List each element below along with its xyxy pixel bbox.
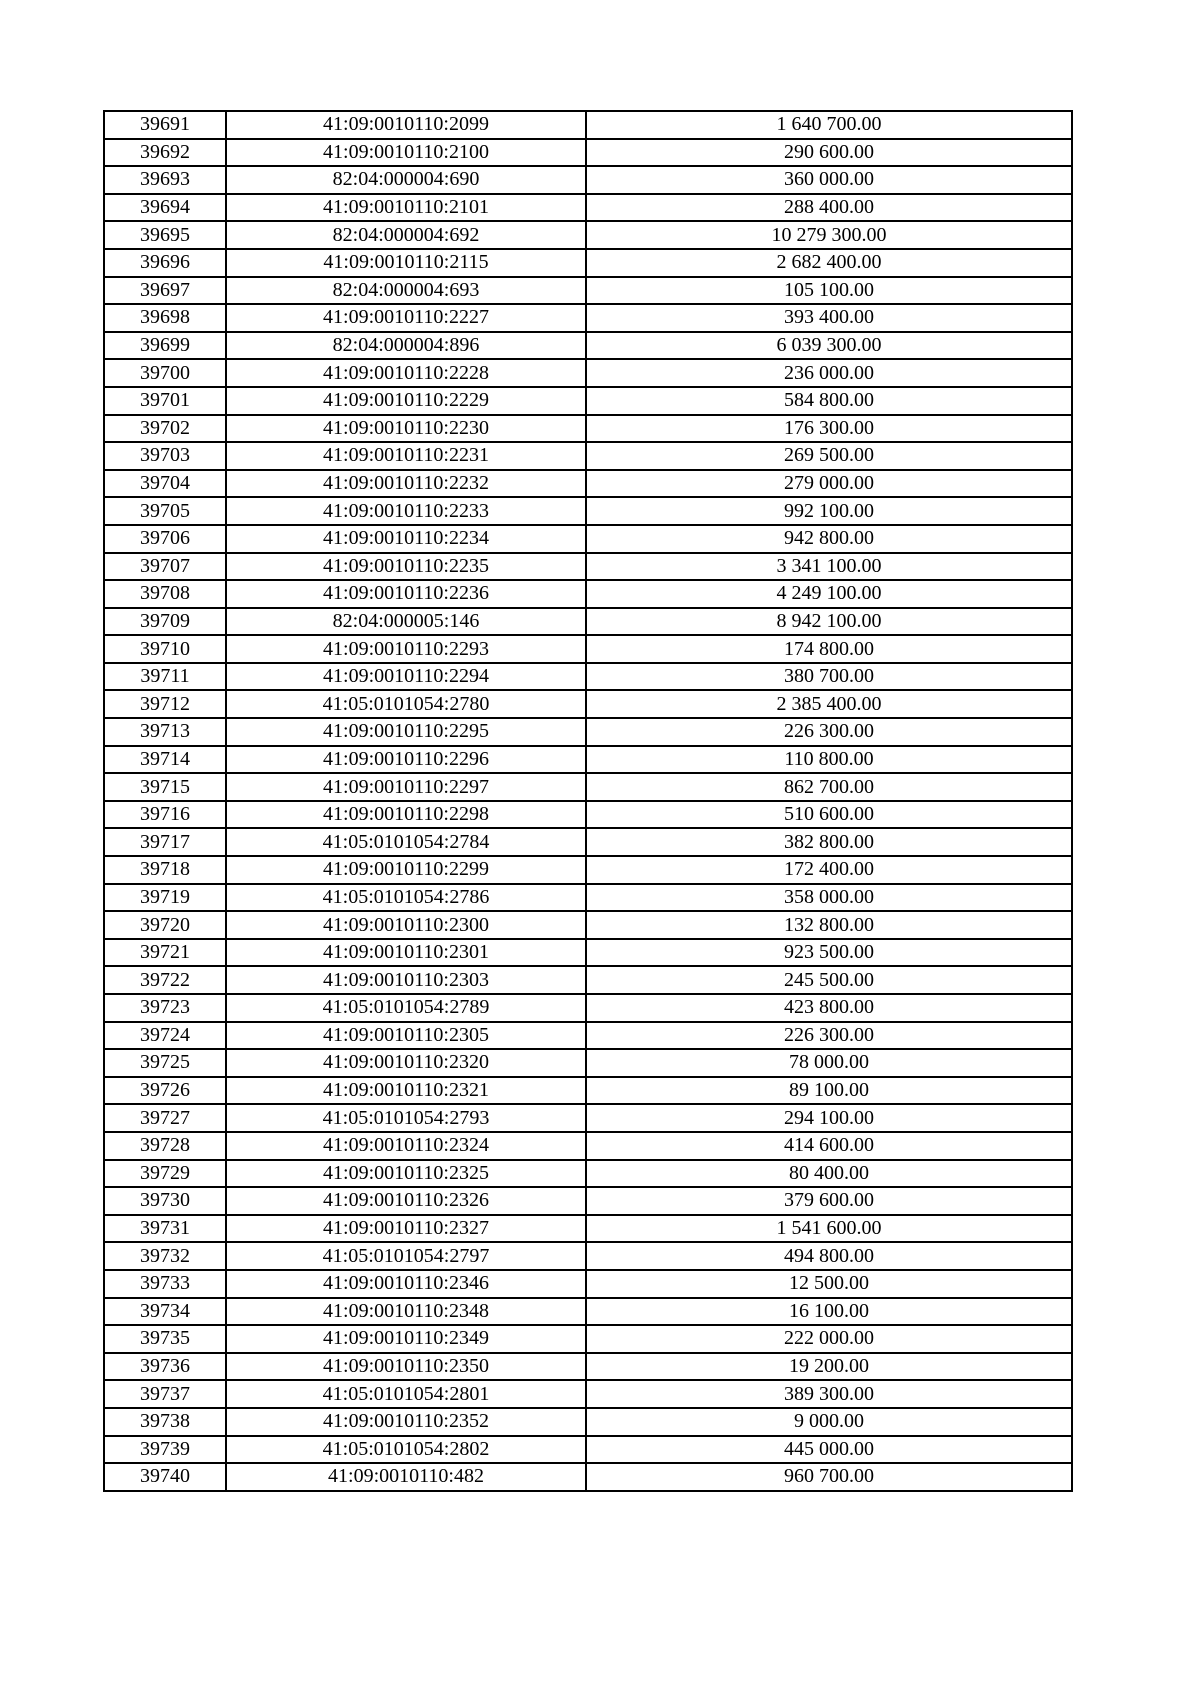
cadastral-number-cell: 41:05:0101054:2780 bbox=[226, 690, 586, 718]
cadastral-number-cell: 41:09:0010110:2321 bbox=[226, 1077, 586, 1105]
cadastral-number-cell: 41:09:0010110:2301 bbox=[226, 939, 586, 967]
cadastral-value-cell: 105 100.00 bbox=[586, 277, 1072, 305]
cadastral-number-cell: 41:09:0010110:2346 bbox=[226, 1270, 586, 1298]
row-number-cell: 39706 bbox=[104, 525, 226, 553]
table-row bbox=[104, 856, 1072, 884]
cadastral-value-cell: 414 600.00 bbox=[586, 1132, 1072, 1160]
row-number-cell: 39696 bbox=[104, 249, 226, 277]
cadastral-number-cell: 41:09:0010110:2233 bbox=[226, 497, 586, 525]
table-row bbox=[104, 746, 1072, 774]
cadastral-value-cell: 288 400.00 bbox=[586, 194, 1072, 222]
cadastral-value-cell: 445 000.00 bbox=[586, 1436, 1072, 1464]
row-number-cell: 39730 bbox=[104, 1187, 226, 1215]
row-number-cell: 39721 bbox=[104, 939, 226, 967]
table-row bbox=[104, 939, 1072, 967]
table-row bbox=[104, 525, 1072, 553]
row-number-cell: 39729 bbox=[104, 1160, 226, 1188]
cadastral-value-cell: 3 341 100.00 bbox=[586, 553, 1072, 581]
cadastral-value-cell: 6 039 300.00 bbox=[586, 332, 1072, 360]
row-number-cell: 39733 bbox=[104, 1270, 226, 1298]
table-row bbox=[104, 1187, 1072, 1215]
cadastral-value-cell: 2 385 400.00 bbox=[586, 690, 1072, 718]
table-row bbox=[104, 304, 1072, 332]
row-number-cell: 39732 bbox=[104, 1242, 226, 1270]
cadastral-number-cell: 41:09:0010110:2293 bbox=[226, 635, 586, 663]
cadastral-value-cell: 236 000.00 bbox=[586, 359, 1072, 387]
cadastral-number-cell: 41:05:0101054:2786 bbox=[226, 884, 586, 912]
table-row bbox=[104, 1242, 1072, 1270]
cadastral-number-cell: 41:09:0010110:2326 bbox=[226, 1187, 586, 1215]
cadastral-number-cell: 41:09:0010110:2234 bbox=[226, 525, 586, 553]
cadastral-number-cell: 41:09:0010110:2296 bbox=[226, 746, 586, 774]
cadastral-value-cell: 245 500.00 bbox=[586, 966, 1072, 994]
cadastral-value-cell: 89 100.00 bbox=[586, 1077, 1072, 1105]
row-number-cell: 39739 bbox=[104, 1436, 226, 1464]
cadastral-value-cell: 226 300.00 bbox=[586, 718, 1072, 746]
table-row bbox=[104, 635, 1072, 663]
table-row bbox=[104, 470, 1072, 498]
table-row bbox=[104, 1436, 1072, 1464]
table-row bbox=[104, 221, 1072, 249]
cadastral-number-cell: 41:05:0101054:2793 bbox=[226, 1104, 586, 1132]
cadastral-number-cell: 41:09:0010110:2100 bbox=[226, 139, 586, 167]
cadastral-number-cell: 41:09:0010110:2350 bbox=[226, 1353, 586, 1381]
cadastral-value-cell: 358 000.00 bbox=[586, 884, 1072, 912]
cadastral-value-cell: 389 300.00 bbox=[586, 1380, 1072, 1408]
table-row bbox=[104, 387, 1072, 415]
cadastral-value-cell: 80 400.00 bbox=[586, 1160, 1072, 1188]
cadastral-number-cell: 41:09:0010110:2295 bbox=[226, 718, 586, 746]
table-row bbox=[104, 663, 1072, 691]
table-row bbox=[104, 553, 1072, 581]
cadastral-value-cell: 110 800.00 bbox=[586, 746, 1072, 774]
table-row bbox=[104, 1298, 1072, 1326]
cadastral-number-cell: 82:04:000005:146 bbox=[226, 608, 586, 636]
cadastral-number-cell: 41:09:0010110:2348 bbox=[226, 1298, 586, 1326]
cadastral-value-cell: 923 500.00 bbox=[586, 939, 1072, 967]
row-number-cell: 39703 bbox=[104, 442, 226, 470]
cadastral-value-cell: 226 300.00 bbox=[586, 1022, 1072, 1050]
row-number-cell: 39737 bbox=[104, 1380, 226, 1408]
cadastral-number-cell: 41:05:0101054:2801 bbox=[226, 1380, 586, 1408]
table-row bbox=[104, 1160, 1072, 1188]
cadastral-value-cell: 10 279 300.00 bbox=[586, 221, 1072, 249]
table-row bbox=[104, 773, 1072, 801]
row-number-cell: 39725 bbox=[104, 1049, 226, 1077]
table-body bbox=[104, 111, 1072, 1491]
cadastral-value-cell: 8 942 100.00 bbox=[586, 608, 1072, 636]
cadastral-value-cell: 19 200.00 bbox=[586, 1353, 1072, 1381]
table-row bbox=[104, 332, 1072, 360]
table-row bbox=[104, 911, 1072, 939]
row-number-cell: 39727 bbox=[104, 1104, 226, 1132]
table-row bbox=[104, 718, 1072, 746]
row-number-cell: 39708 bbox=[104, 580, 226, 608]
row-number-cell: 39694 bbox=[104, 194, 226, 222]
cadastral-number-cell: 41:09:0010110:2297 bbox=[226, 773, 586, 801]
table-row bbox=[104, 1077, 1072, 1105]
table-row bbox=[104, 1463, 1072, 1491]
row-number-cell: 39734 bbox=[104, 1298, 226, 1326]
table-row bbox=[104, 497, 1072, 525]
table-row bbox=[104, 828, 1072, 856]
cadastral-value-cell: 960 700.00 bbox=[586, 1463, 1072, 1491]
table-row bbox=[104, 139, 1072, 167]
cadastral-value-cell: 360 000.00 bbox=[586, 166, 1072, 194]
cadastral-value-cell: 222 000.00 bbox=[586, 1325, 1072, 1353]
row-number-cell: 39720 bbox=[104, 911, 226, 939]
table-row bbox=[104, 1022, 1072, 1050]
table-row bbox=[104, 1353, 1072, 1381]
table-row bbox=[104, 442, 1072, 470]
row-number-cell: 39713 bbox=[104, 718, 226, 746]
table-row bbox=[104, 1215, 1072, 1243]
row-number-cell: 39735 bbox=[104, 1325, 226, 1353]
table-row bbox=[104, 194, 1072, 222]
table-row bbox=[104, 1049, 1072, 1077]
row-number-cell: 39740 bbox=[104, 1463, 226, 1491]
cadastral-value-cell: 380 700.00 bbox=[586, 663, 1072, 691]
cadastral-value-cell: 494 800.00 bbox=[586, 1242, 1072, 1270]
cadastral-number-cell: 41:05:0101054:2789 bbox=[226, 994, 586, 1022]
cadastral-number-cell: 41:09:0010110:2303 bbox=[226, 966, 586, 994]
row-number-cell: 39728 bbox=[104, 1132, 226, 1160]
cadastral-value-cell: 12 500.00 bbox=[586, 1270, 1072, 1298]
table-row bbox=[104, 994, 1072, 1022]
row-number-cell: 39711 bbox=[104, 663, 226, 691]
table-row bbox=[104, 277, 1072, 305]
row-number-cell: 39714 bbox=[104, 746, 226, 774]
cadastral-number-cell: 41:09:0010110:2349 bbox=[226, 1325, 586, 1353]
row-number-cell: 39716 bbox=[104, 801, 226, 829]
cadastral-number-cell: 41:09:0010110:2236 bbox=[226, 580, 586, 608]
cadastral-number-cell: 41:09:0010110:2300 bbox=[226, 911, 586, 939]
row-number-cell: 39691 bbox=[104, 111, 226, 139]
cadastral-value-cell: 174 800.00 bbox=[586, 635, 1072, 663]
cadastral-number-cell: 82:04:000004:693 bbox=[226, 277, 586, 305]
cadastral-value-cell: 132 800.00 bbox=[586, 911, 1072, 939]
row-number-cell: 39726 bbox=[104, 1077, 226, 1105]
cadastral-value-cell: 1 640 700.00 bbox=[586, 111, 1072, 139]
row-number-cell: 39722 bbox=[104, 966, 226, 994]
cadastral-value-cell: 423 800.00 bbox=[586, 994, 1072, 1022]
table-row bbox=[104, 1104, 1072, 1132]
row-number-cell: 39719 bbox=[104, 884, 226, 912]
cadastral-value-cell: 510 600.00 bbox=[586, 801, 1072, 829]
cadastral-value-cell: 382 800.00 bbox=[586, 828, 1072, 856]
cadastral-number-cell: 41:09:0010110:2231 bbox=[226, 442, 586, 470]
cadastral-value-cell: 4 249 100.00 bbox=[586, 580, 1072, 608]
row-number-cell: 39712 bbox=[104, 690, 226, 718]
row-number-cell: 39695 bbox=[104, 221, 226, 249]
cadastral-number-cell: 41:09:0010110:2099 bbox=[226, 111, 586, 139]
cadastral-value-cell: 269 500.00 bbox=[586, 442, 1072, 470]
cadastral-number-cell: 41:09:0010110:482 bbox=[226, 1463, 586, 1491]
row-number-cell: 39724 bbox=[104, 1022, 226, 1050]
row-number-cell: 39738 bbox=[104, 1408, 226, 1436]
cadastral-value-cell: 393 400.00 bbox=[586, 304, 1072, 332]
cadastral-value-table bbox=[103, 110, 1073, 1492]
row-number-cell: 39699 bbox=[104, 332, 226, 360]
table-row bbox=[104, 608, 1072, 636]
row-number-cell: 39710 bbox=[104, 635, 226, 663]
cadastral-value-cell: 992 100.00 bbox=[586, 497, 1072, 525]
cadastral-value-cell: 294 100.00 bbox=[586, 1104, 1072, 1132]
table-row bbox=[104, 359, 1072, 387]
row-number-cell: 39701 bbox=[104, 387, 226, 415]
row-number-cell: 39700 bbox=[104, 359, 226, 387]
cadastral-number-cell: 82:04:000004:692 bbox=[226, 221, 586, 249]
table-row bbox=[104, 415, 1072, 443]
cadastral-value-cell: 1 541 600.00 bbox=[586, 1215, 1072, 1243]
cadastral-number-cell: 41:05:0101054:2802 bbox=[226, 1436, 586, 1464]
cadastral-number-cell: 41:09:0010110:2294 bbox=[226, 663, 586, 691]
cadastral-value-cell: 172 400.00 bbox=[586, 856, 1072, 884]
row-number-cell: 39717 bbox=[104, 828, 226, 856]
table-row bbox=[104, 884, 1072, 912]
table-row bbox=[104, 166, 1072, 194]
cadastral-number-cell: 41:05:0101054:2797 bbox=[226, 1242, 586, 1270]
cadastral-number-cell: 41:09:0010110:2325 bbox=[226, 1160, 586, 1188]
cadastral-number-cell: 41:09:0010110:2115 bbox=[226, 249, 586, 277]
table-row bbox=[104, 580, 1072, 608]
row-number-cell: 39692 bbox=[104, 139, 226, 167]
table-row bbox=[104, 111, 1072, 139]
row-number-cell: 39693 bbox=[104, 166, 226, 194]
cadastral-value-cell: 379 600.00 bbox=[586, 1187, 1072, 1215]
cadastral-value-cell: 290 600.00 bbox=[586, 139, 1072, 167]
cadastral-number-cell: 41:09:0010110:2229 bbox=[226, 387, 586, 415]
row-number-cell: 39715 bbox=[104, 773, 226, 801]
table-row bbox=[104, 1408, 1072, 1436]
cadastral-number-cell: 41:09:0010110:2230 bbox=[226, 415, 586, 443]
cadastral-value-cell: 2 682 400.00 bbox=[586, 249, 1072, 277]
cadastral-value-cell: 176 300.00 bbox=[586, 415, 1072, 443]
table-row bbox=[104, 1380, 1072, 1408]
cadastral-number-cell: 41:09:0010110:2235 bbox=[226, 553, 586, 581]
cadastral-number-cell: 41:09:0010110:2298 bbox=[226, 801, 586, 829]
row-number-cell: 39707 bbox=[104, 553, 226, 581]
cadastral-value-cell: 862 700.00 bbox=[586, 773, 1072, 801]
row-number-cell: 39705 bbox=[104, 497, 226, 525]
row-number-cell: 39704 bbox=[104, 470, 226, 498]
cadastral-number-cell: 41:09:0010110:2232 bbox=[226, 470, 586, 498]
row-number-cell: 39731 bbox=[104, 1215, 226, 1243]
cadastral-number-cell: 41:09:0010110:2228 bbox=[226, 359, 586, 387]
row-number-cell: 39723 bbox=[104, 994, 226, 1022]
cadastral-number-cell: 82:04:000004:690 bbox=[226, 166, 586, 194]
cadastral-number-cell: 41:09:0010110:2299 bbox=[226, 856, 586, 884]
cadastral-number-cell: 41:05:0101054:2784 bbox=[226, 828, 586, 856]
cadastral-number-cell: 41:09:0010110:2101 bbox=[226, 194, 586, 222]
table-row bbox=[104, 801, 1072, 829]
table-row bbox=[104, 249, 1072, 277]
cadastral-value-cell: 279 000.00 bbox=[586, 470, 1072, 498]
cadastral-value-cell: 942 800.00 bbox=[586, 525, 1072, 553]
cadastral-value-cell: 9 000.00 bbox=[586, 1408, 1072, 1436]
table-row bbox=[104, 1132, 1072, 1160]
row-number-cell: 39736 bbox=[104, 1353, 226, 1381]
row-number-cell: 39718 bbox=[104, 856, 226, 884]
cadastral-number-cell: 41:09:0010110:2352 bbox=[226, 1408, 586, 1436]
cadastral-number-cell: 41:09:0010110:2305 bbox=[226, 1022, 586, 1050]
row-number-cell: 39702 bbox=[104, 415, 226, 443]
cadastral-number-cell: 41:09:0010110:2327 bbox=[226, 1215, 586, 1243]
row-number-cell: 39709 bbox=[104, 608, 226, 636]
cadastral-number-cell: 41:09:0010110:2324 bbox=[226, 1132, 586, 1160]
cadastral-number-cell: 41:09:0010110:2227 bbox=[226, 304, 586, 332]
cadastral-value-cell: 584 800.00 bbox=[586, 387, 1072, 415]
table-row bbox=[104, 966, 1072, 994]
table-row bbox=[104, 690, 1072, 718]
table-row bbox=[104, 1270, 1072, 1298]
row-number-cell: 39697 bbox=[104, 277, 226, 305]
cadastral-number-cell: 82:04:000004:896 bbox=[226, 332, 586, 360]
row-number-cell: 39698 bbox=[104, 304, 226, 332]
cadastral-value-cell: 78 000.00 bbox=[586, 1049, 1072, 1077]
table-row bbox=[104, 1325, 1072, 1353]
cadastral-value-cell: 16 100.00 bbox=[586, 1298, 1072, 1326]
cadastral-number-cell: 41:09:0010110:2320 bbox=[226, 1049, 586, 1077]
